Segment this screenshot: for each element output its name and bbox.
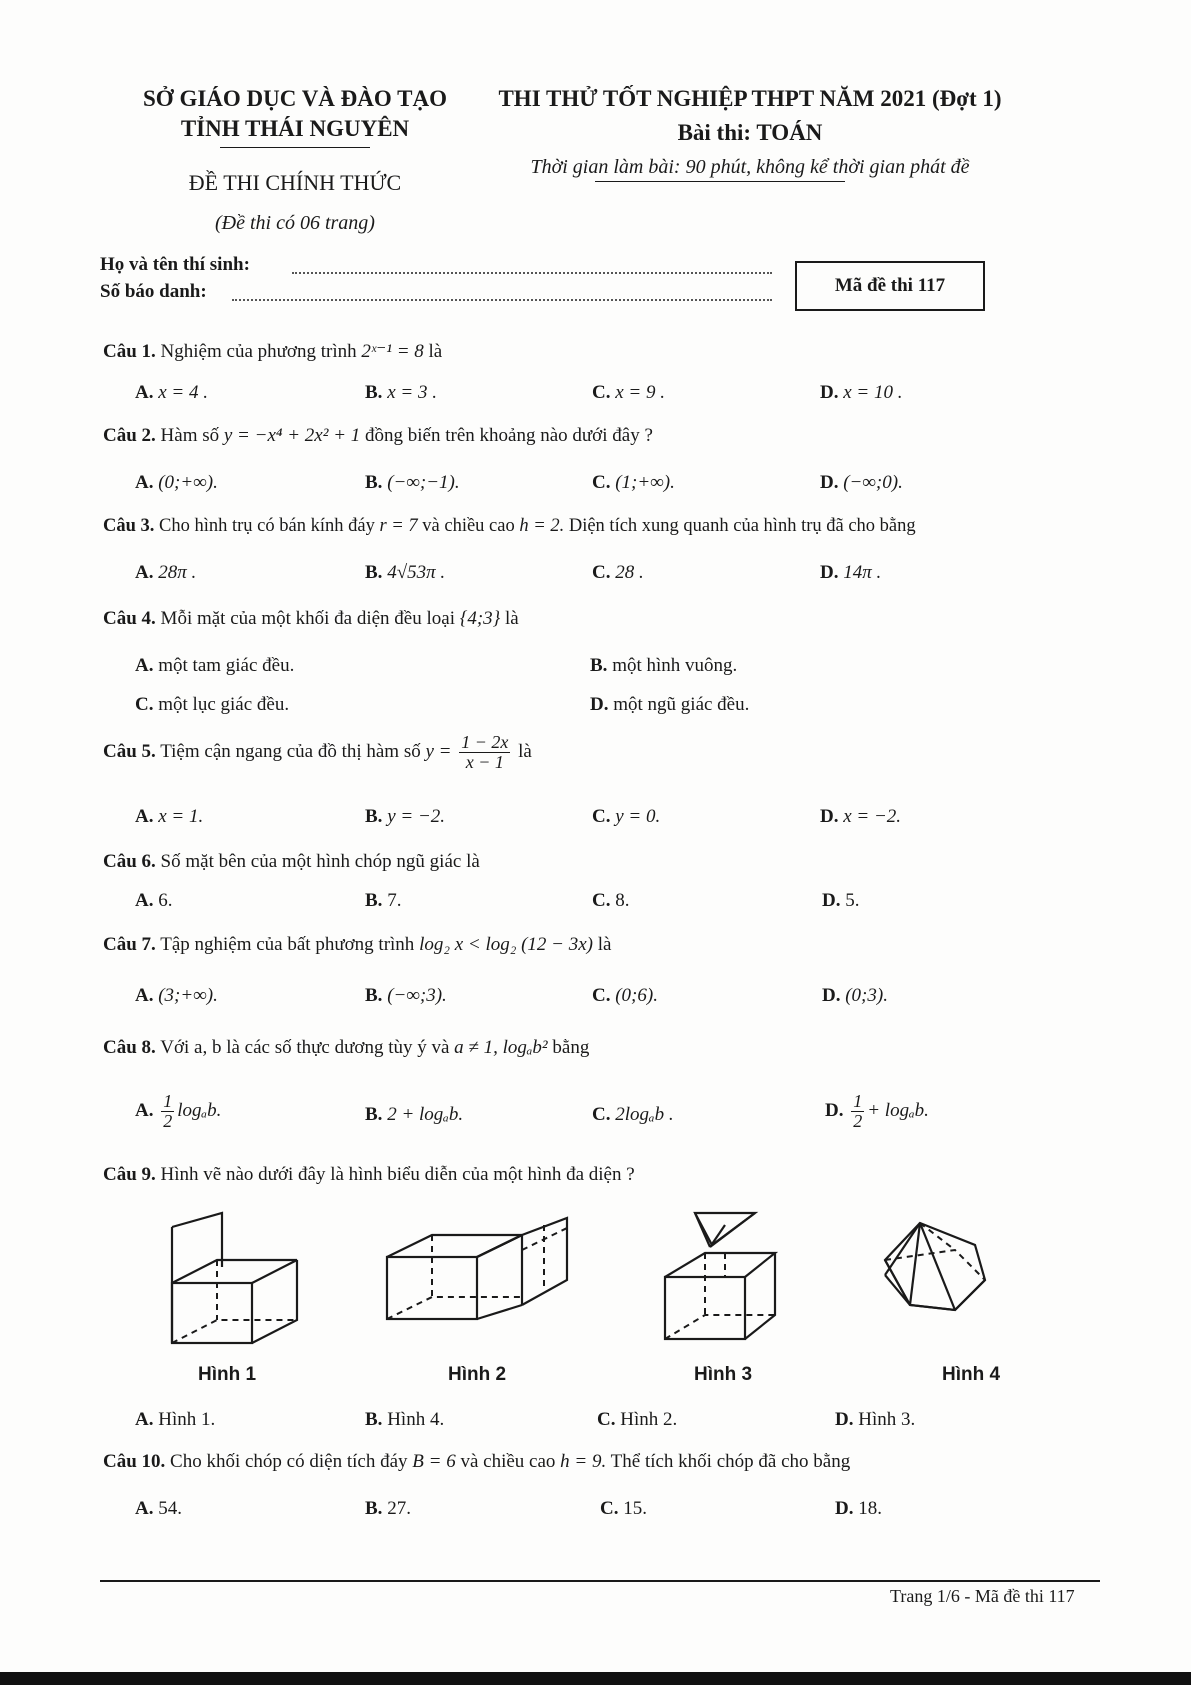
q5-fraction: $\frac{1 - 2x}{x - 1}$ — [461, 732, 509, 772]
official-label: ĐỀ THI CHÍNH THỨC — [188, 170, 402, 195]
figure-3-caption: Hình 3 — [694, 1364, 753, 1385]
footer-rule — [100, 1580, 1100, 1582]
q3-option-a: A. 28π . — [135, 562, 197, 583]
q5-option-a: A. x = 1. — [135, 806, 204, 827]
question-9: Câu 9. Hình vẽ nào dưới đây là hình biểu diễn của một hình đa diện ? — [103, 1164, 635, 1185]
q10-option-b: B. 27. — [365, 1498, 411, 1519]
subject-title: Bài thi: TOÁN — [677, 120, 823, 145]
question-5: Câu 5. Tiệm cận ngang của đồ thị hàm số y = $\frac{1 - 2x}{x - 1}$ là — [103, 732, 532, 772]
q9-option-c: C. Hình 2. — [597, 1409, 678, 1430]
q8-option-c: C. 2logₐb . — [592, 1104, 674, 1125]
time-underline — [595, 181, 845, 182]
q2-option-a: A. (0;+∞). — [135, 472, 218, 493]
exam-code-box: Mã đề thi 117 — [795, 261, 985, 311]
question-7: Câu 7. Tập nghiệm của bất phương trình log₂ x < log₂ (12 − 3x) là — [103, 934, 612, 955]
question-4: Câu 4. Mỗi mặt của một khối đa diện đều loại {4;3} là — [103, 608, 519, 629]
question-6: Câu 6. Số mặt bên của một hình chóp ngũ giác là — [103, 851, 480, 872]
header-underline — [220, 147, 370, 148]
polyhedra-figures — [150, 1205, 1050, 1375]
question-1: Câu 1. Nghiệm của phương trình 2ˣ⁻¹ = 8 là — [103, 341, 443, 362]
question-3: Câu 3. Cho hình trụ có bán kính đáy r = 7 và chiều cao h = 2. Diện tích xung quanh của hình trụ đã cho bằng — [103, 516, 916, 536]
figure-1-caption: Hình 1 — [198, 1364, 257, 1385]
student-id-label: Số báo danh: — [100, 281, 207, 302]
student-name-label: Họ và tên thí sinh: — [100, 254, 250, 275]
figure-4-drawing — [885, 1223, 985, 1310]
figure-3-drawing — [665, 1213, 775, 1339]
q2-option-b: B. (−∞;−1). — [365, 472, 460, 493]
q1-option-c: C. x = 9 . — [592, 382, 665, 403]
question-8: Câu 8. Với a, b là các số thực dương tùy ý và a ≠ 1, logₐb² bằng — [103, 1037, 590, 1058]
time-note: Thời gian làm bài: 90 phút, không kể thời gian phát đề — [530, 156, 970, 178]
q7-option-c: C. (0;6). — [592, 985, 658, 1006]
q3-option-b: B. 4√53π . — [365, 562, 446, 583]
q7-option-a: A. (3;+∞). — [135, 985, 218, 1006]
q8-option-d: D. $\frac{1}{2}$ + logₐb. — [825, 1091, 929, 1131]
q10-option-a: A. 54. — [135, 1498, 182, 1519]
q7-option-d: D. (0;3). — [822, 985, 888, 1006]
student-id-line — [232, 299, 772, 301]
q8-option-a: A. $\frac{1}{2}$ logₐb. — [135, 1091, 222, 1131]
q6-option-a: A. 6. — [135, 890, 173, 911]
q7-option-b: B. (−∞;3). — [365, 985, 447, 1006]
q2-option-d: D. (−∞;0). — [820, 472, 903, 493]
q6-option-c: C. 8. — [592, 890, 630, 911]
figure-4-caption: Hình 4 — [942, 1364, 1001, 1385]
q4-option-c: C. một lục giác đều. — [135, 694, 290, 715]
q9-option-a: A. Hình 1. — [135, 1409, 216, 1430]
exam-title: THI THỬ TỐT NGHIỆP THPT NĂM 2021 (Đợt 1) — [498, 86, 1002, 111]
q10-option-d: D. 18. — [835, 1498, 882, 1519]
q5-option-c: C. y = 0. — [592, 806, 661, 827]
department-name: SỞ GIÁO DỤC VÀ ĐÀO TẠO — [143, 86, 447, 111]
q4-option-d: D. một ngũ giác đều. — [590, 694, 750, 715]
q9-option-b: B. Hình 4. — [365, 1409, 445, 1430]
q1-option-d: D. x = 10 . — [820, 382, 903, 403]
student-name-line — [292, 272, 772, 274]
figure-2-drawing — [387, 1218, 567, 1319]
q6-option-b: B. 7. — [365, 890, 402, 911]
q1-option-b: B. x = 3 . — [365, 382, 437, 403]
q6-option-d: D. 5. — [822, 890, 860, 911]
q8-option-b: B. 2 + logₐb. — [365, 1104, 464, 1125]
figure-1-drawing — [172, 1213, 297, 1343]
q3-option-c: C. 28 . — [592, 562, 644, 583]
q5-option-b: B. y = −2. — [365, 806, 446, 827]
q9-option-d: D. Hình 3. — [835, 1409, 916, 1430]
q2-option-c: C. (1;+∞). — [592, 472, 675, 493]
q3-option-d: D. 14π . — [820, 562, 882, 583]
q4-option-a: A. một tam giác đều. — [135, 655, 295, 676]
q1-option-a: A. x = 4 . — [135, 382, 208, 403]
scan-border — [0, 1672, 1191, 1685]
figure-2-caption: Hình 2 — [448, 1364, 507, 1385]
page-info: Trang 1/6 - Mã đề thi 117 — [890, 1586, 1075, 1606]
q5-option-d: D. x = −2. — [820, 806, 902, 827]
question-10: Câu 10. Cho khối chóp có diện tích đáy B = 6 và chiều cao h = 9. Thể tích khối chóp đã cho bằng — [103, 1451, 851, 1472]
province-name: TỈNH THÁI NGUYÊN — [180, 116, 410, 141]
q4-option-b: B. một hình vuông. — [590, 655, 738, 676]
question-2: Câu 2. Hàm số y = −x⁴ + 2x² + 1 đồng biến trên khoảng nào dưới đây ? — [103, 425, 653, 446]
q10-option-c: C. 15. — [600, 1498, 647, 1519]
pages-note: (Đề thi có 06 trang) — [215, 212, 375, 234]
